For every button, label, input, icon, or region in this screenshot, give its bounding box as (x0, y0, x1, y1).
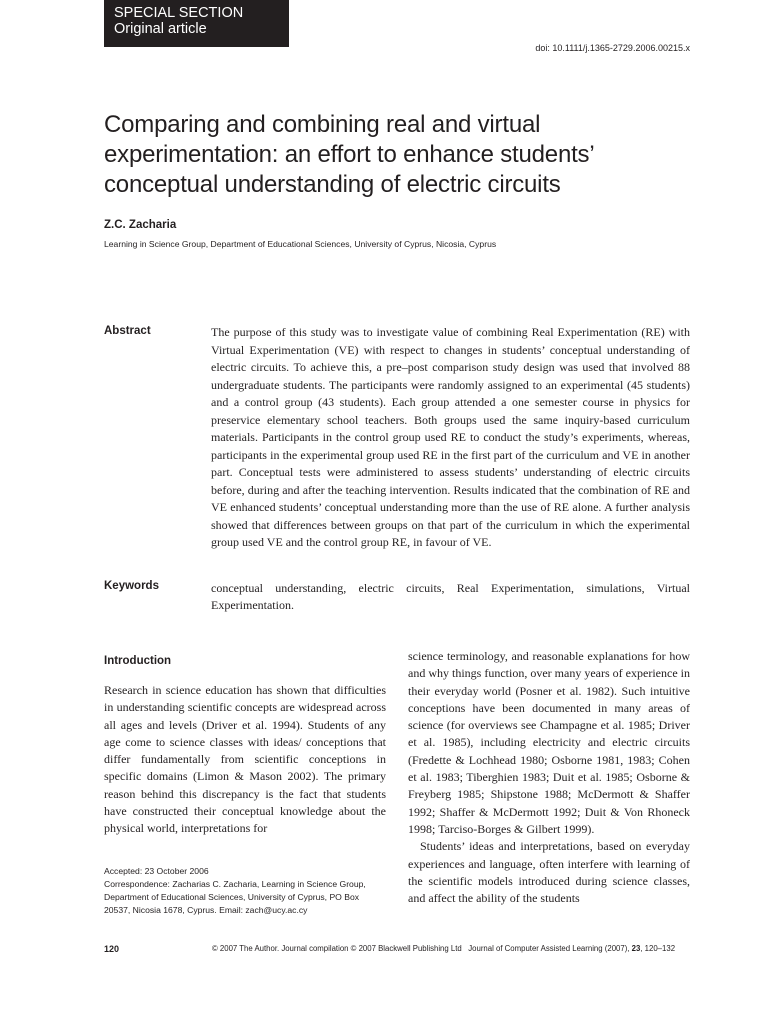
article-type: Original article (114, 21, 207, 37)
article-footnote (104, 865, 386, 917)
article-title: Comparing and combining real and virtual experimentation: an effort to enhance students’ conceptual understanding of electric circuits (104, 111, 594, 198)
introduction-heading: Introduction (104, 655, 172, 667)
footer-volume: 23 (631, 944, 641, 953)
correspondence-note (104, 878, 386, 917)
page-number: 120 (104, 944, 120, 954)
accepted-date: 23 October 2006 (144, 866, 209, 876)
keywords-label: Keywords (104, 580, 159, 592)
author-affiliation: Learning in Science Group, Department of Educational Sciences, University of Cyprus, Nicosia, Cyprus (104, 239, 497, 249)
section-banner (104, 0, 289, 47)
footer-citation (212, 944, 690, 953)
section-label: SPECIAL SECTION (114, 5, 244, 21)
introduction-paragraph: Students’ ideas and interpretations, based on everyday experiences and language, often interfere with learning of the scientific models introduced during science classes, and affect the ability of the students (408, 839, 690, 906)
keywords-text: conceptual understanding, electric circuits, Real Experimentation, simulations, Virtual Experimentation. (211, 581, 690, 612)
accepted-label: Accepted: (104, 866, 143, 876)
doi-link[interactable]: doi: 10.1111/j.1365-2729.2006.00215.x (535, 43, 690, 53)
abstract-text: The purpose of this study was to investigate value of combining Real Experimentation (RE) with Virtual Experimentation (VE) with respect to changes in students’ conceptual understanding of electric circuits. To achieve this, a pre–post comparison study design was used that involved 88 undergraduate students. The participants were randomly assigned to an experimental (45 students) and a control group (43 students). Each group attended a one semester course in physics for preservice elementary school teachers. Both groups used the same inquiry-based curriculum materials. Participants in the control group used RE to conduct the study’s experiments, whereas, participants in the experimental group used RE in the first part of the curriculum and VE in another part. Conceptual tests were administered to assess students’ understanding of electric circuits before, during and after the teaching intervention. Results indicated that the combination of RE and VE enhanced students’ conceptual understanding more than the use of RE alone. A further analysis showed that differences between groups on that part of the curriculum in which the experimental group used VE and the control group RE, in favour of VE. (211, 325, 690, 549)
author-name: Z.C. Zacharia (104, 219, 177, 231)
introduction-right-column (408, 648, 690, 907)
introduction-left-column: Research in science education has shown that difficulties in understanding scientific concepts are widespread across all ages and levels (Driver et al. 1994). Students of any age come to science classes with ideas/ conceptions that differ fundamentally from scientific conceptions in specific domains (Limon & Mason 2002). The primary reason behind this discrepancy is the fact that students have constructed their conceptual knowledge about the physical world, interpretations for (104, 683, 386, 836)
correspondence-text: Zacharias C. Zacharia, Learning in Science Group, Department of Educational Sciences, University of Cyprus, PO Box 20537, Nicosia 1678, Cyprus. Email: zach@ucy.ac.cy (104, 879, 366, 915)
accepted-note (104, 865, 386, 878)
correspondence-label: Correspondence: (104, 879, 170, 889)
introduction-paragraph: science terminology, and reasonable explanations for how and why things function, over many years of experience in their everyday world (Posner et al. 1982). Such intuitive conceptions have been documented in many areas of science (for overviews see Champagne et al. 1985; Driver et al. 1985), including electricity and electric circuits (Fredette & Lochhead 1980; Osborne 1981, 1983; Cohen et al. 1983; Tiberghien 1983; Duit et al. 1985; Osborne & Freyberg 1985; Shipstone 1988; McDermott & Shaffer 1992; Shaffer & McDermott 1992; Duit & Von Rhoneck 1998; Tarciso-Borges & Gilbert 1999). (408, 649, 690, 836)
footer-copyright: © 2007 The Author. Journal compilation © 2007 Blackwell Publishing Ltd (212, 944, 462, 953)
abstract-label: Abstract (104, 325, 151, 337)
footer-pages: , 120–132 (640, 944, 676, 953)
footer-journal: Journal of Computer Assisted Learning (2007), (468, 944, 630, 953)
